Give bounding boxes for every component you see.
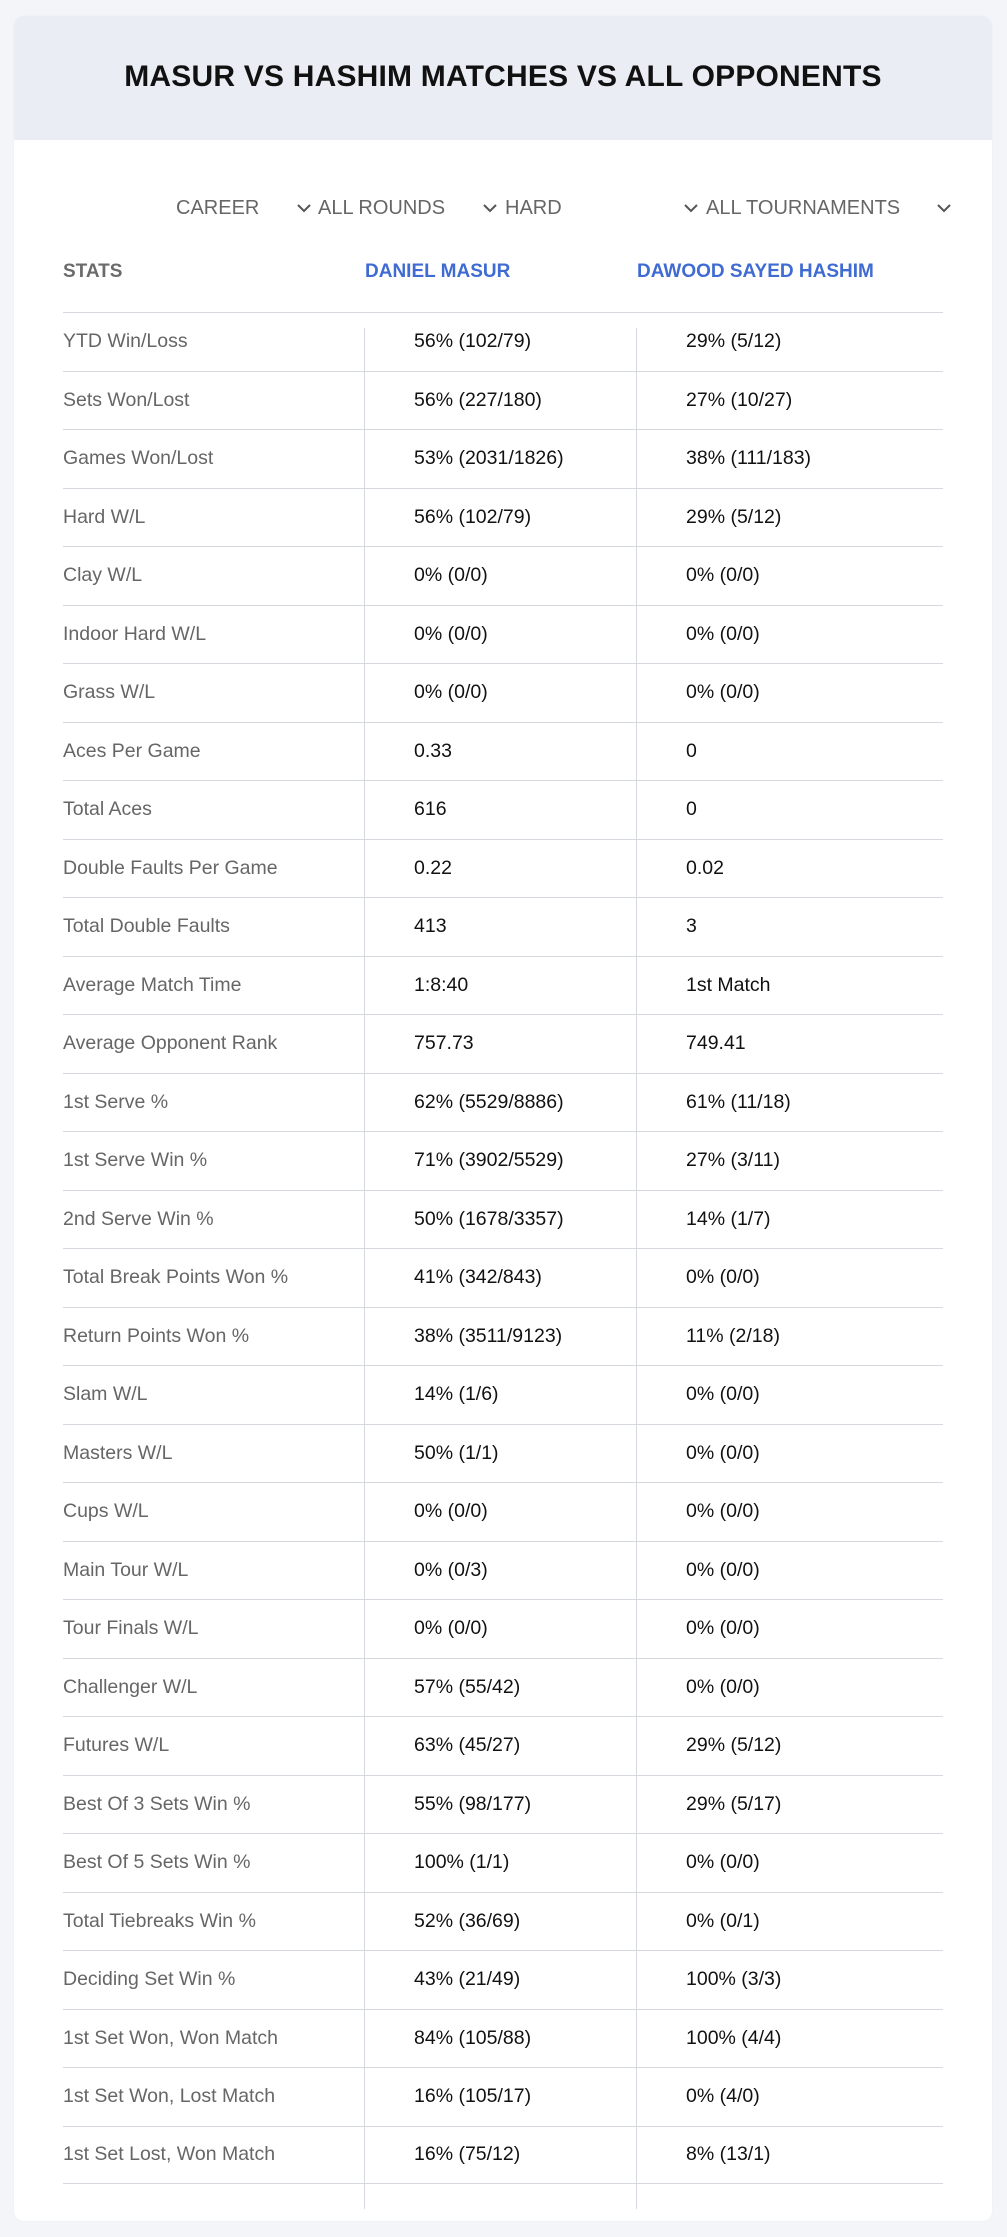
table-row [63,2126,943,2185]
stat-label: 1st Serve Win % [63,1149,208,1172]
player1-name-link[interactable]: DANIEL MASUR [365,261,511,282]
stat-label: Total Aces [63,798,152,821]
stat-label: Return Points Won % [63,1324,250,1347]
player2-value: 0.02 [686,856,724,879]
stat-label: 1st Set Lost, Won Match [63,2143,276,2166]
player2-value: 8% (13/1) [686,2143,771,2166]
stat-label: Main Tour W/L [63,1558,189,1581]
table-row [63,1541,943,1600]
player1-value: 55% (98/177) [414,1792,532,1815]
table-row [63,1775,943,1834]
stat-label: Grass W/L [63,681,156,704]
stat-label: Total Double Faults [63,915,230,938]
player2-value: 14% (1/7) [686,1207,771,1230]
table-row [63,722,943,781]
chevron-down-icon [936,200,952,216]
table-row [63,1307,943,1366]
player2-value: 11% (2/18) [686,1324,780,1347]
player1-value: 0.33 [414,739,452,762]
page-header [14,16,992,140]
stat-label: Total Break Points Won % [63,1266,289,1289]
page-title: MASUR VS HASHIM MATCHES VS ALL OPPONENTS [124,60,882,93]
player2-value: 29% (5/12) [686,1734,782,1757]
stat-label: Total Tiebreaks Win % [63,1909,256,1932]
table-row [63,1950,943,2009]
player2-value: 0 [686,739,697,762]
stats-column-header: STATS [63,261,123,282]
stat-label: Indoor Hard W/L [63,622,207,645]
player1-value: 56% (102/79) [414,505,532,528]
table-row [63,839,943,898]
table-row [63,1365,943,1424]
filter-tournaments-label: ALL TOURNAMENTS [706,196,901,219]
player1-value: 14% (1/6) [414,1383,499,1406]
player1-value: 57% (55/42) [414,1675,521,1698]
table-row [63,312,943,371]
stat-label: Average Match Time [63,973,242,996]
stat-label: Games Won/Lost [63,447,214,470]
stat-label: Clay W/L [63,564,143,587]
stat-label: Hard W/L [63,505,146,528]
stats-table [63,312,943,2184]
table-row [63,1716,943,1775]
player1-value: 38% (3511/9123) [414,1324,563,1347]
table-row [63,1190,943,1249]
player1-value: 41% (342/843) [414,1266,542,1289]
player1-value: 71% (3902/5529) [414,1149,564,1172]
player1-value: 62% (5529/8886) [414,1090,564,1113]
player2-value: 0% (0/0) [686,564,760,587]
player1-value: 0% (0/3) [414,1558,488,1581]
table-row [63,1599,943,1658]
player2-value: 0% (0/0) [686,1383,760,1406]
player2-value: 0% (0/0) [686,681,760,704]
player1-value: 0% (0/0) [414,564,488,587]
table-row [63,1424,943,1483]
player2-value: 29% (5/17) [686,1792,782,1815]
stat-label: Challenger W/L [63,1675,198,1698]
player1-value: 16% (75/12) [414,2143,521,2166]
stat-label: Average Opponent Rank [63,1032,278,1055]
player1-value: 0% (0/0) [414,622,488,645]
player1-value: 100% (1/1) [414,1851,510,1874]
table-row [63,780,943,839]
player2-value: 29% (5/12) [686,330,782,353]
player2-value: 0% (0/0) [686,1675,760,1698]
player2-value: 38% (111/183) [686,447,812,470]
player1-value: 56% (227/180) [414,388,542,411]
stat-label: 2nd Serve Win % [63,1207,214,1230]
player2-value: 100% (4/4) [686,2026,782,2049]
stat-label: 1st Serve % [63,1090,169,1113]
stat-label: 1st Set Won, Lost Match [63,2085,276,2108]
player1-value: 757.73 [414,1032,474,1055]
stat-label: Aces Per Game [63,739,201,762]
player2-value: 3 [686,915,697,938]
player2-value: 749.41 [686,1032,746,1055]
table-row [63,1131,943,1190]
chevron-down-icon [482,200,498,216]
player1-value: 50% (1/1) [414,1441,499,1464]
player2-name-link[interactable]: DAWOOD SAYED HASHIM [637,261,874,282]
player2-value: 0% (0/0) [686,1266,760,1289]
stat-label: Sets Won/Lost [63,388,190,411]
player2-value: 0% (0/1) [686,1909,760,1932]
player2-value: 0% (0/0) [686,1500,760,1523]
stat-label: Best Of 3 Sets Win % [63,1792,251,1815]
filter-career-label: CAREER [176,196,260,219]
stat-label: Cups W/L [63,1500,149,1523]
player2-value: 0% (0/0) [686,622,760,645]
player1-value: 413 [414,915,447,938]
player1-value: 84% (105/88) [414,2026,532,2049]
player1-value: 53% (2031/1826) [414,447,564,470]
player2-value: 0 [686,798,697,821]
player1-value: 1:8:40 [414,973,469,996]
stat-label: Deciding Set Win % [63,1968,236,1991]
player1-value: 616 [414,798,447,821]
table-row [63,605,943,664]
player1-value: 0% (0/0) [414,681,488,704]
table-row [63,1658,943,1717]
stat-label: YTD Win/Loss [63,330,188,353]
player1-value: 56% (102/79) [414,330,532,353]
chevron-down-icon [683,200,699,216]
player2-value: 0% (4/0) [686,2085,760,2108]
player2-value: 1st Match [686,973,771,996]
player1-value: 50% (1678/3357) [414,1207,564,1230]
stats-card [14,16,992,2221]
player1-value: 63% (45/27) [414,1734,521,1757]
chevron-down-icon [296,200,312,216]
stat-label: Tour Finals W/L [63,1617,199,1640]
table-row [63,429,943,488]
player1-value: 0.22 [414,856,452,879]
stat-label: Slam W/L [63,1383,148,1406]
table-row [63,488,943,547]
player2-value: 29% (5/12) [686,505,782,528]
table-header [14,252,992,292]
player2-value: 100% (3/3) [686,1968,782,1991]
table-row [63,2067,943,2126]
player2-value: 61% (11/18) [686,1090,791,1113]
table-row [63,1482,943,1541]
player2-value: 0% (0/0) [686,1441,760,1464]
stat-label: Futures W/L [63,1734,170,1757]
table-row [63,663,943,722]
player1-value: 43% (21/49) [414,1968,521,1991]
player1-value: 0% (0/0) [414,1617,488,1640]
table-row [63,1248,943,1307]
filter-rounds-dropdown[interactable] [318,188,498,228]
stat-label: Masters W/L [63,1441,173,1464]
filter-career-dropdown[interactable] [176,188,312,228]
table-row [63,371,943,430]
table-row [63,1892,943,1951]
table-row [63,546,943,605]
table-row [63,897,943,956]
filter-surface-label: HARD [505,196,562,219]
table-row [63,1073,943,1132]
player2-value: 0% (0/0) [686,1851,760,1874]
player2-value: 27% (10/27) [686,388,793,411]
filter-tournaments-dropdown[interactable] [706,188,952,228]
player2-value: 27% (3/11) [686,1149,780,1172]
player2-value: 0% (0/0) [686,1617,760,1640]
player2-value: 0% (0/0) [686,1558,760,1581]
stat-label: Double Faults Per Game [63,856,278,879]
player1-value: 16% (105/17) [414,2085,532,2108]
filter-bar [14,188,992,228]
player1-value: 0% (0/0) [414,1500,488,1523]
table-row [63,956,943,1015]
filter-rounds-label: ALL ROUNDS [318,196,446,219]
stat-label: 1st Set Won, Won Match [63,2026,278,2049]
table-row [63,1833,943,1892]
filter-surface-dropdown[interactable] [505,188,699,228]
stat-label: Best Of 5 Sets Win % [63,1851,251,1874]
table-row [63,2009,943,2068]
player1-value: 52% (36/69) [414,1909,521,1932]
table-row [63,1014,943,1073]
